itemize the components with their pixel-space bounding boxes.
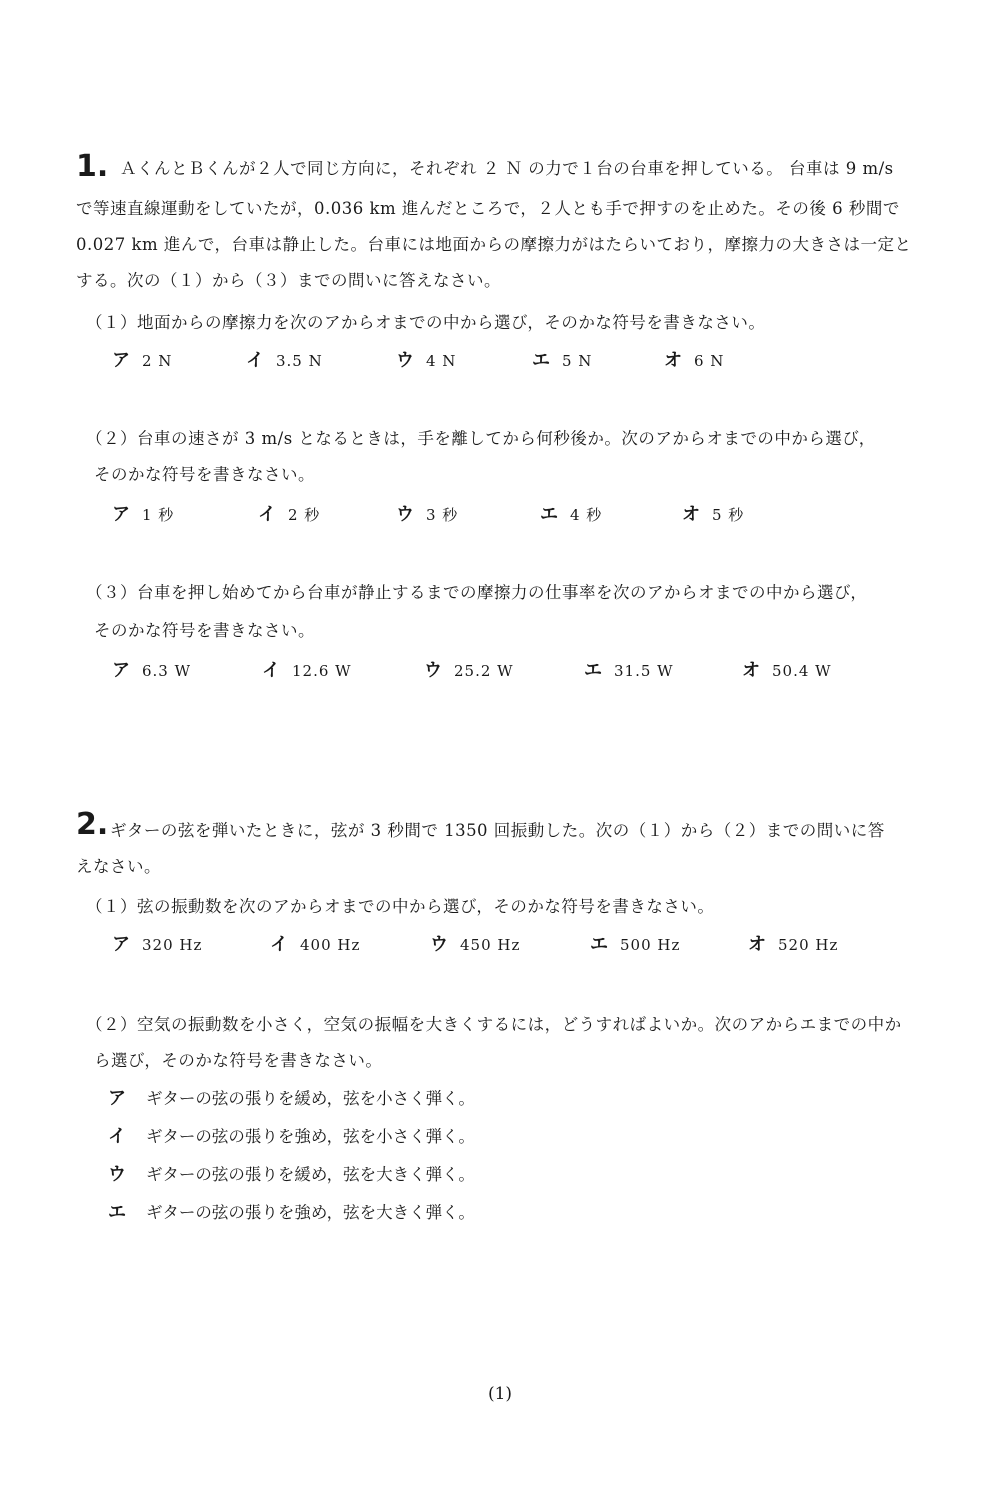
q2-sub1-text: （１）弦の振動数を次のアからオまでの中から選び，そのかな符号を書きなさい。 bbox=[86, 897, 715, 916]
q1-sub2-choice: ウ 3 秒 bbox=[396, 504, 459, 525]
q2-sub1-choice: ア 320 Hz bbox=[112, 934, 203, 955]
q1-sub1-text: （１）地面からの摩擦力を次のアからオまでの中から選び，そのかな符号を書きなさい。 bbox=[86, 313, 766, 332]
q1-sub3-choice: イ 12.6 W bbox=[262, 660, 352, 681]
q1-sub1-choice: エ 5 N bbox=[532, 350, 593, 371]
question-1-text-line: ＡくんとＢくんが２人で同じ方向に，それぞれ ２ Ｎ の力で１台の台車を押している。 台車は 9 m/s bbox=[120, 159, 894, 178]
question-2-number: 2. bbox=[76, 807, 109, 842]
q2-sub2-text: （２）空気の振動数を小さく，空気の振幅を大きくするには，どうすればよいか。次のアからエまでの中か bbox=[86, 1015, 902, 1034]
q1-sub2-text: （２）台車の速さが 3 m/s となるときは，手を離してから何秒後か。次のアからオまでの中から選び， bbox=[86, 429, 876, 448]
q2-sub2-statement: ア ギターの弦の張りを緩め，弦を小さく弾く。 bbox=[108, 1088, 475, 1109]
q1-sub3-choice: ア 6.3 W bbox=[112, 660, 192, 681]
q1-sub1-choice: ウ 4 N bbox=[396, 350, 457, 371]
question-1-text-line: する。次の（１）から（３）までの問いに答えなさい。 bbox=[76, 271, 501, 290]
q1-sub3-choice: エ 31.5 W bbox=[584, 660, 674, 681]
q1-sub3-text: そのかな符号を書きなさい。 bbox=[94, 621, 315, 640]
q1-sub3-choice: オ 50.4 W bbox=[742, 660, 832, 681]
q2-sub2-statement: ウ ギターの弦の張りを緩め，弦を大きく弾く。 bbox=[108, 1164, 475, 1185]
page-number: (1) bbox=[487, 1384, 513, 1404]
q1-sub1-choice: イ 3.5 N bbox=[246, 350, 323, 371]
question-2-text-line: えなさい。 bbox=[76, 857, 161, 876]
q1-sub3-choice: ウ 25.2 W bbox=[424, 660, 514, 681]
q1-sub1-choice: ア 2 N bbox=[112, 350, 173, 371]
q1-sub1-choice: オ 6 N bbox=[664, 350, 725, 371]
q1-sub2-choice: イ 2 秒 bbox=[258, 504, 321, 525]
q1-sub2-choice: オ 5 秒 bbox=[682, 504, 745, 525]
q2-sub1-choice: オ 520 Hz bbox=[748, 934, 839, 955]
question-1-text-line: 0.027 km 進んで，台車は静止した。台車には地面からの摩擦力がはたらいており，摩擦力の大きさは一定と bbox=[76, 235, 912, 254]
q1-sub2-choice: エ 4 秒 bbox=[540, 504, 603, 525]
q2-sub1-choice: イ 400 Hz bbox=[270, 934, 361, 955]
q2-sub2-text: ら選び，そのかな符号を書きなさい。 bbox=[94, 1051, 383, 1070]
q1-sub2-choice: ア 1 秒 bbox=[112, 504, 175, 525]
q2-sub1-choice: エ 500 Hz bbox=[590, 934, 681, 955]
question-2-text-line: ギターの弦を弾いたときに，弦が 3 秒間で 1350 回振動した。次の（１）から（２）までの問いに答 bbox=[110, 821, 885, 840]
question-1-number: 1. bbox=[76, 149, 109, 184]
q2-sub2-statement: イ ギターの弦の張りを強め，弦を小さく弾く。 bbox=[108, 1126, 475, 1147]
q1-sub3-text: （３）台車を押し始めてから台車が静止するまでの摩擦力の仕事率を次のアからオまでの中から選び， bbox=[86, 583, 868, 602]
q2-sub2-statement: エ ギターの弦の張りを強め，弦を大きく弾く。 bbox=[108, 1202, 475, 1223]
q2-sub1-choice: ウ 450 Hz bbox=[430, 934, 521, 955]
question-1-text-line: で等速直線運動をしていたが，0.036 km 進んだところで，２人とも手で押すのを止めた。その後 6 秒間で bbox=[76, 199, 900, 218]
q1-sub2-text: そのかな符号を書きなさい。 bbox=[94, 465, 315, 484]
